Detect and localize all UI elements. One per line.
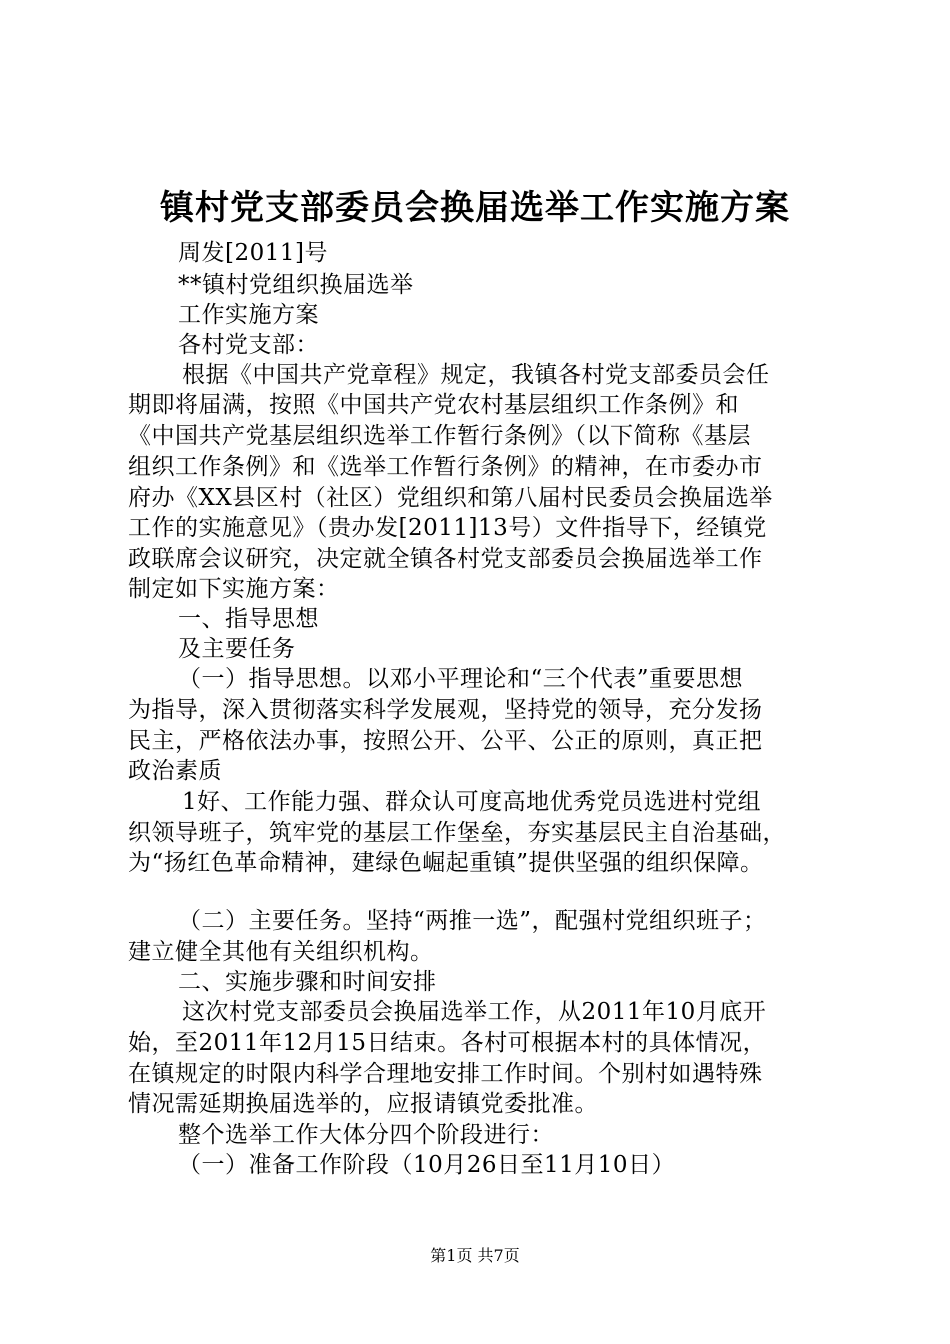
paragraph-line: 为指导，深入贯彻落实科学发展观，坚持党的领导，充分发扬 xyxy=(128,697,763,723)
paragraph-line: 制定如下实施方案： xyxy=(128,576,340,602)
document-title: 镇村党支部委员会换届选举工作实施方案 xyxy=(160,188,790,228)
section-heading: 及主要任务 xyxy=(178,636,296,662)
paragraph-line: 期即将届满，按照《中国共产党农村基层组织工作条例》和 xyxy=(128,392,739,418)
salutation-line: 各村党支部： xyxy=(178,332,319,358)
doc-number-line: 周发[2011]号 xyxy=(178,240,328,266)
paragraph-line: 为“扬红色革命精神，建绿色崛起重镇”提供坚强的组织保障。 xyxy=(128,850,764,876)
paragraph-line: 整个选举工作大体分四个阶段进行： xyxy=(178,1122,554,1148)
page-footer: 第1页 共7页 xyxy=(430,1246,520,1265)
paragraph-line: 建立健全其他有关组织机构。 xyxy=(128,939,434,965)
paragraph-line: 民主，严格依法办事，按照公开、公平、公正的原则，真正把 xyxy=(128,728,763,754)
paragraph-line: 织领导班子，筑牢党的基层工作堡垒，夯实基层民主自治基础， xyxy=(128,820,786,846)
paragraph-line: （二）主要任务。坚持“两推一选”，配强村党组织班子； xyxy=(178,908,767,934)
paragraph-line: 始，至2011年12月15日结束。各村可根据本村的具体情况， xyxy=(128,1030,767,1056)
paragraph-line: 根据《中国共产党章程》规定，我镇各村党支部委员会任 xyxy=(182,362,770,388)
paragraph-line: 政治素质 xyxy=(128,758,222,784)
paragraph-line: 政联席会议研究，决定就全镇各村党支部委员会换届选举工作 xyxy=(128,546,763,572)
paragraph-line: 在镇规定的时限内科学合理地安排工作时间。个别村如遇特殊 xyxy=(128,1061,763,1087)
paragraph-line: 工作的实施意见》（贵办发[2011]13号）文件指导下，经镇党 xyxy=(128,515,767,541)
paragraph-line: 府办《XX县区村（社区）党组织和第八届村民委员会换届选举 xyxy=(128,485,773,511)
paragraph-line: 1好、工作能力强、群众认可度高地优秀党员选进村党组 xyxy=(182,789,762,815)
paragraph-line: 《中国共产党基层组织选举工作暂行条例》（以下简称《基层 xyxy=(128,423,751,449)
heading-line: **镇村党组织换届选举 xyxy=(178,272,414,298)
paragraph-line: 组织工作条例》和《选举工作暂行条例》的精神，在市委办市 xyxy=(128,454,763,480)
subsection-heading: （一）准备工作阶段（10月26日至11月10日） xyxy=(178,1152,676,1178)
heading-line: 工作实施方案 xyxy=(178,302,319,328)
section-heading: 一、指导思想 xyxy=(178,606,319,632)
paragraph-line: 这次村党支部委员会换届选举工作，从2011年10月底开 xyxy=(182,999,767,1025)
paragraph-line: 情况需延期换届选举的，应报请镇党委批准。 xyxy=(128,1091,598,1117)
section-heading: 二、实施步骤和时间安排 xyxy=(178,969,437,995)
paragraph-line: （一）指导思想。以邓小平理论和“三个代表”重要思想 xyxy=(178,666,744,692)
